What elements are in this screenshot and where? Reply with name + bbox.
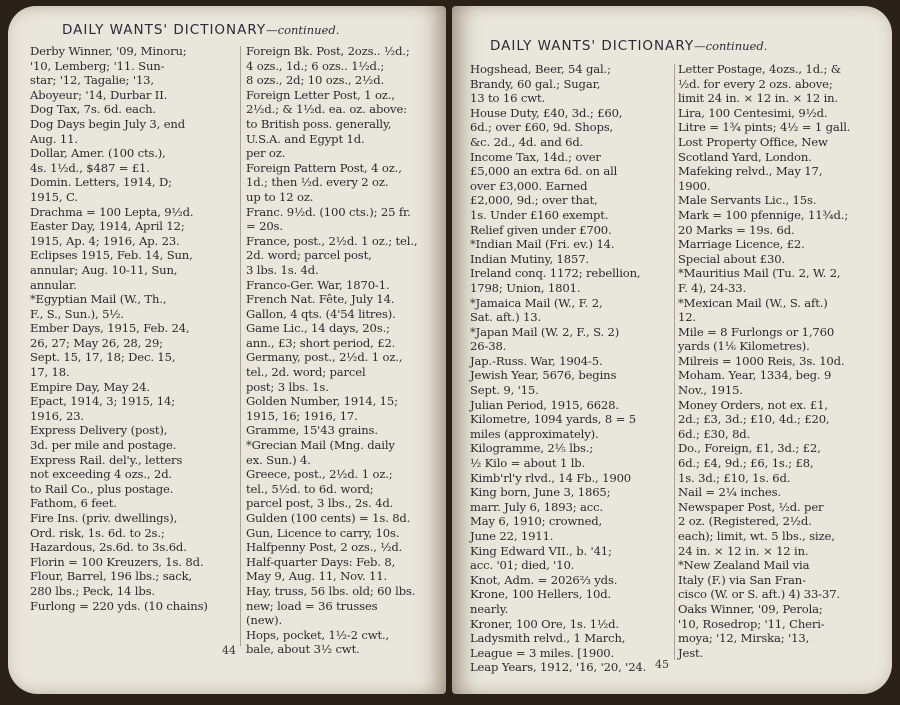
entry-line: *Mexican Mail (W., S. aft.) <box>678 295 828 310</box>
entry-line: France, post., 2½d. 1 oz.; tel., <box>246 233 418 248</box>
dictionary-entry <box>678 441 886 485</box>
entry-line: Nail = 2¼ inches. <box>678 485 781 500</box>
entry-line: 6d.; £30, 8d. <box>678 426 751 441</box>
dictionary-entry <box>678 120 886 135</box>
dictionary-entry <box>30 555 235 570</box>
entry-line: ½ Kilo = about 1 lb. <box>470 456 586 471</box>
entry-line: 6d.; over £60, 9d. Shops, <box>470 120 614 135</box>
entry-line: Jap.-Russ. War, 1904-5. <box>470 353 603 368</box>
dictionary-entry <box>30 423 235 452</box>
entry-line: parcel post, 3 lbs., 2s. 4d. <box>246 496 394 511</box>
dictionary-entry <box>470 573 668 588</box>
entry-line: Sat. aft.) 13. <box>470 310 541 325</box>
dictionary-entry <box>30 219 235 248</box>
entry-line: Nov., 1915. <box>678 383 743 398</box>
entry-line: 2d.; £3, 3d.; £10, 4d.; £20, <box>678 412 830 427</box>
entry-line: ann., £3; short period, £2. <box>246 335 396 350</box>
entry-line: Knot, Adm. = 2026⅔ yds. <box>470 572 618 587</box>
entry-line: May 9, Aug. 11, Nov. 11. <box>246 569 388 584</box>
entry-line: (new). <box>246 613 283 628</box>
entry-line: Krone, 100 Hellers, 10d. <box>470 587 612 602</box>
dictionary-entry <box>246 205 442 234</box>
entry-line: Newspaper Post, ½d. per <box>678 499 824 514</box>
dictionary-entry <box>470 544 668 573</box>
entry-line: 1798; Union, 1801. <box>470 280 581 295</box>
entry-line: 3 lbs. 1s. 4d. <box>246 262 319 277</box>
dictionary-entry <box>246 394 442 423</box>
entry-line: Aug. 11. <box>30 131 78 146</box>
entry-line: &c. 2d., 4d. and 6d. <box>470 134 584 149</box>
heading-title: DAILY WANTS' DICTIONARY <box>490 38 695 54</box>
entry-line: 1915, C. <box>30 189 78 204</box>
dictionary-entry <box>470 471 668 486</box>
entry-line: Jest. <box>678 645 704 660</box>
dictionary-entry <box>246 161 442 205</box>
dictionary-entry <box>678 135 886 164</box>
entry-line: bale, about 3½ cwt. <box>246 642 360 657</box>
entry-line: Kroner, 100 Ore, 1s. 1½d. <box>470 616 619 631</box>
dictionary-entry <box>678 106 886 121</box>
dictionary-entry <box>246 511 442 526</box>
dictionary-entry <box>246 526 442 541</box>
entry-line: Aboyeur; '14, Durbar II. <box>30 87 168 102</box>
entry-line: Marriage Licence, £2. <box>678 237 805 252</box>
entry-line: Hazardous, 2s.6d. to 3s.6d. <box>30 540 187 555</box>
entry-line: 3d. per mile and postage. <box>30 438 177 453</box>
entry-line: Kilogramme, 2⅕ lbs.; <box>470 441 594 456</box>
entry-line: Dollar, Amer. (100 cts.), <box>30 146 166 161</box>
entry-line: tel., 5½d. to 6d. word; <box>246 481 374 496</box>
entry-line: 20 Marks = 19s. 6d. <box>678 222 795 237</box>
entry-line: Empire Day, May 24. <box>30 379 150 394</box>
right-column <box>678 62 886 660</box>
dictionary-entry <box>30 511 235 555</box>
entry-line: Scotland Yard, London. <box>678 149 812 164</box>
page-number: 45 <box>655 658 669 671</box>
dictionary-entry <box>470 660 668 675</box>
entry-line: Income Tax, 14d.; over <box>470 149 601 164</box>
dictionary-entry <box>470 441 668 470</box>
entry-line: *Jamaica Mail (W., F. 2, <box>470 295 603 310</box>
entry-line: Kilometre, 1094 yards, 8 = 5 <box>470 412 636 427</box>
entry-line: Oaks Winner, '09, Perola; <box>678 601 823 616</box>
entry-line: 1s. Under £160 exempt. <box>470 207 609 222</box>
dictionary-entry <box>470 398 668 413</box>
dictionary-entry <box>678 296 886 325</box>
entry-line: Gulden (100 cents) = 1s. 8d. <box>246 511 411 525</box>
entry-line: May 6, 1910; crowned, <box>470 514 603 529</box>
entry-line: F. 4), 24-33. <box>678 280 747 295</box>
dictionary-entry <box>470 266 668 295</box>
dictionary-entry <box>678 164 886 193</box>
entry-line: Halfpenny Post, 2 ozs., ½d. <box>246 540 403 555</box>
entry-line: Drachma = 100 Lepta, 9½d. <box>30 204 194 219</box>
entry-line: Litre = 1¾ pints; 4½ = 1 gall. <box>678 120 851 135</box>
entry-line: Moham. Year, 1334, beg. 9 <box>678 368 832 383</box>
entry-line: Dog Days begin July 3, end <box>30 116 185 131</box>
entry-line: yards (1⅙ Kilometres). <box>678 339 810 354</box>
entry-line: Male Servants Lic., 15s. <box>678 193 817 208</box>
entry-line: to Rail Co., plus postage. <box>30 481 174 496</box>
entry-line: Hops, pocket, 1½-2 cwt., <box>246 627 390 642</box>
entry-line: over £3,000. Earned <box>470 178 588 193</box>
entry-line: Lost Property Office, New <box>678 134 828 149</box>
dictionary-entry <box>246 584 442 628</box>
entry-line: Italy (F.) via San Fran- <box>678 572 806 587</box>
entry-line: *New Zealand Mail via <box>678 558 810 573</box>
entry-line: Mark = 100 pfennige, 11¾d.; <box>678 207 849 222</box>
entry-line: annular; Aug. 10-11, Sun, <box>30 262 178 277</box>
dictionary-entry <box>246 555 442 584</box>
entry-line: F., S., Sun.), 5½. <box>30 306 124 321</box>
entry-line: King Edward VII., b. '41; <box>470 543 612 558</box>
dictionary-entry <box>470 587 668 616</box>
dictionary-entry <box>30 248 235 292</box>
dictionary-entry <box>678 325 886 354</box>
page-number: 44 <box>222 644 236 657</box>
entry-line: Franco-Ger. War, 1870-1. <box>246 277 390 292</box>
entry-line: Germany, post., 2½d. 1 oz., <box>246 350 403 365</box>
entry-line: Mafeking relvd., May 17, <box>678 164 823 179</box>
dictionary-entry <box>470 296 668 325</box>
dictionary-entry <box>678 500 886 558</box>
entry-line: House Duty, £40, 3d.; £60, <box>470 105 623 120</box>
entry-line: Foreign Pattern Post, 4 oz., <box>246 160 402 175</box>
entry-line: '10, Lemberg; '11. Sun- <box>30 58 165 73</box>
heading-title: DAILY WANTS' DICTIONARY <box>62 22 267 38</box>
entry-line: up to 12 oz. <box>246 189 314 204</box>
entry-line: Sept. 15, 17, 18; Dec. 15, <box>30 350 176 365</box>
dictionary-entry <box>470 237 668 252</box>
dictionary-entry <box>246 350 442 394</box>
entry-line: Greece, post., 2½d. 1 oz.; <box>246 467 393 482</box>
entry-line: ½d. for every 2 ozs. above; <box>678 76 833 91</box>
entry-line: acc. '01; died, '10. <box>470 558 575 573</box>
entry-line: Eclipses 1915, Feb. 14, Sun, <box>30 248 193 263</box>
entry-line: Express Delivery (post), <box>30 423 168 438</box>
entry-line: 26, 27; May 26, 28, 29; <box>30 335 163 350</box>
entry-line: Fire Ins. (priv. dwellings), <box>30 511 178 525</box>
dictionary-entry <box>30 496 235 511</box>
entry-line: miles (approximately). <box>470 426 599 441</box>
dictionary-entry <box>30 205 235 220</box>
entry-line: Mile = 8 Furlongs or 1,760 <box>678 324 835 339</box>
entry-line: Ladysmith relvd., 1 March, <box>470 631 626 646</box>
entry-line: 2d. word; parcel post, <box>246 248 372 263</box>
entry-line: Kimb'rl'y rlvd., 14 Fb., 1900 <box>470 470 632 485</box>
column-divider <box>240 46 241 646</box>
dictionary-entry <box>678 208 886 237</box>
entry-line: *Japan Mail (W. 2, F., S. 2) <box>470 324 620 339</box>
entry-line: Hay, truss, 56 lbs. old; 60 lbs. <box>246 583 416 598</box>
entry-line: *Mauritius Mail (Tu. 2, W. 2, <box>678 266 841 281</box>
right-page <box>452 6 892 694</box>
dictionary-entry <box>30 569 235 598</box>
page-heading <box>490 38 767 54</box>
entry-line: Milreis = 1000 Reis, 3s. 10d. <box>678 353 845 368</box>
right-column <box>246 44 442 657</box>
entry-line: 6d.; £4, 9d.; £6, 1s.; £8, <box>678 456 814 471</box>
entry-line: tel., 2d. word; parcel <box>246 365 366 380</box>
entry-line: post; 3 lbs. 1s. <box>246 379 329 394</box>
dictionary-entry <box>246 540 442 555</box>
entry-line: French Nat. Fête, July 14. <box>246 292 395 307</box>
entry-line: King born, June 3, 1865; <box>470 485 611 500</box>
entry-line: nearly. <box>470 601 509 616</box>
heading-continued: —continued. <box>694 39 768 53</box>
dictionary-entry <box>30 394 235 423</box>
dictionary-entry <box>470 106 668 150</box>
dictionary-entry <box>678 62 886 106</box>
entry-line: per oz. <box>246 146 286 161</box>
entry-line: Ireland conq. 1172; rebellion, <box>470 266 641 281</box>
heading-continued: —continued. <box>266 23 340 37</box>
entry-line: Express Rail. del'y., letters <box>30 452 183 467</box>
entry-line: Epact, 1914, 3; 1915, 14; <box>30 394 175 409</box>
dictionary-entry <box>678 193 886 208</box>
entry-line: Relief given under £700. <box>470 222 612 237</box>
dictionary-entry <box>30 175 235 204</box>
entry-line: Domin. Letters, 1914, D; <box>30 175 172 190</box>
dictionary-entry <box>678 354 886 369</box>
dictionary-entry <box>470 485 668 543</box>
entry-line: Indian Mutiny, 1857. <box>470 251 589 266</box>
entry-line: League = 3 miles. [1900. <box>470 645 615 660</box>
entry-line: annular. <box>30 277 77 292</box>
entry-line: Gramme, 15'43 grains. <box>246 423 378 438</box>
entry-line: £5,000 an extra 6d. on all <box>470 164 618 179</box>
entry-line: 2 oz. (Registered, 2½d. <box>678 514 812 529</box>
entry-line: 17, 18. <box>30 365 70 380</box>
entry-line: 24 in. × 12 in. × 12 in. <box>678 543 809 558</box>
entry-line: Gun, Licence to carry, 10s. <box>246 525 400 540</box>
entry-line: new; load = 36 trusses <box>246 598 378 613</box>
dictionary-entry <box>246 628 442 657</box>
dictionary-entry <box>470 646 668 661</box>
entry-line: Florin = 100 Kreuzers, 1s. 8d. <box>30 554 204 569</box>
entry-line: Game Lic., 14 days, 20s.; <box>246 321 390 336</box>
entry-line: Ord. risk, 1s. 6d. to 2s.; <box>30 525 165 540</box>
entry-line: Ember Days, 1915, Feb. 24, <box>30 321 190 336</box>
entry-line: '10, Rosedrop; '11, Cheri- <box>678 616 825 631</box>
dictionary-entry <box>246 88 442 161</box>
dictionary-entry <box>470 412 668 441</box>
dictionary-entry <box>30 44 235 102</box>
entry-line: ex. Sun.) 4. <box>246 452 311 467</box>
column-divider <box>674 64 675 660</box>
entry-line: 1915, 16; 1916, 17. <box>246 408 358 423</box>
dictionary-entry <box>30 380 235 395</box>
entry-line: 1s. 3d.; £10, 1s. 6d. <box>678 470 791 485</box>
entry-line: Dog Tax, 7s. 6d. each. <box>30 102 157 117</box>
entry-line: Golden Number, 1914, 15; <box>246 394 398 409</box>
entry-line: to British poss. generally, <box>246 116 392 131</box>
entry-line: 4 ozs., 1d.; 6 ozs.. 1½d.; <box>246 58 385 73</box>
dictionary-entry <box>470 631 668 646</box>
entry-line: Foreign Letter Post, 1 oz., <box>246 87 395 102</box>
entry-line: moya; '12, Mirska; '13, <box>678 631 810 646</box>
entry-line: cisco (W. or S. aft.) 4) 33-37. <box>678 587 840 602</box>
entry-line: each); limit, wt. 5 lbs., size, <box>678 529 835 543</box>
entry-line: Franc. 9½d. (100 cts.); 25 fr. <box>246 204 411 219</box>
dictionary-entry <box>30 453 235 497</box>
entry-line: Letter Postage, 4ozs., 1d.; & <box>678 62 841 76</box>
entry-line: Lira, 100 Centesimi, 9½d. <box>678 105 828 120</box>
entry-line: Gallon, 4 qts. (4'54 litres). <box>246 306 396 321</box>
dictionary-entry <box>470 150 668 238</box>
dictionary-entry <box>246 234 442 278</box>
entry-line: 1915, Ap. 4; 1916, Ap. 23. <box>30 233 180 248</box>
entry-line: June 22, 1911. <box>470 529 554 543</box>
entry-line: Jewish Year, 5676, begins <box>470 368 617 383</box>
entry-line: Leap Years, 1912, '16, '20, '24. <box>470 660 647 675</box>
entry-line: Derby Winner, '09, Minoru; <box>30 44 187 58</box>
left-page <box>8 6 446 694</box>
dictionary-entry <box>246 438 442 467</box>
dictionary-entry <box>470 325 668 354</box>
dictionary-entry <box>246 278 442 293</box>
entry-line: marr. July 6, 1893; acc. <box>470 499 603 514</box>
dictionary-entry <box>678 485 886 500</box>
left-column <box>30 44 235 613</box>
dictionary-entry <box>246 44 442 88</box>
page-heading <box>62 22 339 38</box>
dictionary-entry <box>246 307 442 322</box>
dictionary-entry <box>678 398 886 442</box>
entry-line: Sept. 9, '15. <box>470 383 539 398</box>
entry-line: Brandy, 60 gal.; Sugar, <box>470 76 601 91</box>
dictionary-entry <box>30 117 235 146</box>
dictionary-entry <box>678 266 886 295</box>
entry-line: *Egyptian Mail (W., Th., <box>30 292 167 307</box>
entry-line: 26-38. <box>470 339 507 354</box>
entry-line: 280 lbs.; Peck, 14 lbs. <box>30 583 155 598</box>
entry-line: 1900. <box>678 178 711 193</box>
entry-line: Julian Period, 1915, 6628. <box>470 397 619 412</box>
entry-line: Special about £30. <box>678 251 785 266</box>
dictionary-entry <box>470 354 668 369</box>
entry-line: limit 24 in. × 12 in. × 12 in. <box>678 91 839 106</box>
dictionary-entry <box>470 617 668 632</box>
entry-line: star; '12, Tagalie; '13, <box>30 73 154 88</box>
entry-line: Do., Foreign, £1, 3d.; £2, <box>678 441 821 456</box>
entry-line: Fathom, 6 feet. <box>30 496 117 511</box>
dictionary-entry <box>470 368 668 397</box>
dictionary-entry <box>678 368 886 397</box>
entry-line: Easter Day, 1914, April 12; <box>30 219 185 234</box>
dictionary-entry <box>30 321 235 379</box>
entry-line: 4s. 1½d., $487 = £1. <box>30 160 150 175</box>
dictionary-entry <box>30 146 235 175</box>
dictionary-entry <box>470 62 668 106</box>
entry-line: 1d.; then ½d. every 2 oz. <box>246 175 389 190</box>
left-column <box>470 62 668 675</box>
entry-line: = 20s. <box>246 219 283 234</box>
entry-line: £2,000, 9d.; over that, <box>470 193 598 208</box>
entry-line: 2½d.; & 1½d. ea. oz. above: <box>246 102 407 117</box>
entry-line: U.S.A. and Egypt 1d. <box>246 131 365 146</box>
entry-line: *Grecian Mail (Mng. daily <box>246 438 395 453</box>
entry-line: Furlong = 220 yds. (10 chains) <box>30 598 208 613</box>
entry-line: Foreign Bk. Post, 2ozs.. ½d.; <box>246 44 410 58</box>
entry-line: not exceeding 4 ozs., 2d. <box>30 467 172 482</box>
dictionary-entry <box>30 599 235 614</box>
dictionary-entry <box>246 292 442 307</box>
entry-line: 12. <box>678 310 696 325</box>
dictionary-entry <box>678 237 886 266</box>
entry-line: Half-quarter Days: Feb. 8, <box>246 554 396 569</box>
dictionary-entry <box>246 423 442 438</box>
entry-line: Hogshead, Beer, 54 gal.; <box>470 62 611 76</box>
entry-line: 13 to 16 cwt. <box>470 91 546 106</box>
dictionary-entry <box>246 321 442 350</box>
dictionary-entry <box>678 558 886 602</box>
dictionary-entry <box>246 467 442 511</box>
entry-line: Money Orders, not ex. £1, <box>678 397 828 412</box>
entry-line: Flour, Barrel, 196 lbs.; sack, <box>30 569 193 584</box>
entry-line: 1916, 23. <box>30 408 84 423</box>
dictionary-entry <box>470 252 668 267</box>
dictionary-entry <box>30 292 235 321</box>
dictionary-entry <box>30 102 235 117</box>
entry-line: *Indian Mail (Fri. ev.) 14. <box>470 237 615 252</box>
dictionary-entry <box>678 602 886 660</box>
entry-line: 8 ozs., 2d; 10 ozs., 2½d. <box>246 73 385 88</box>
